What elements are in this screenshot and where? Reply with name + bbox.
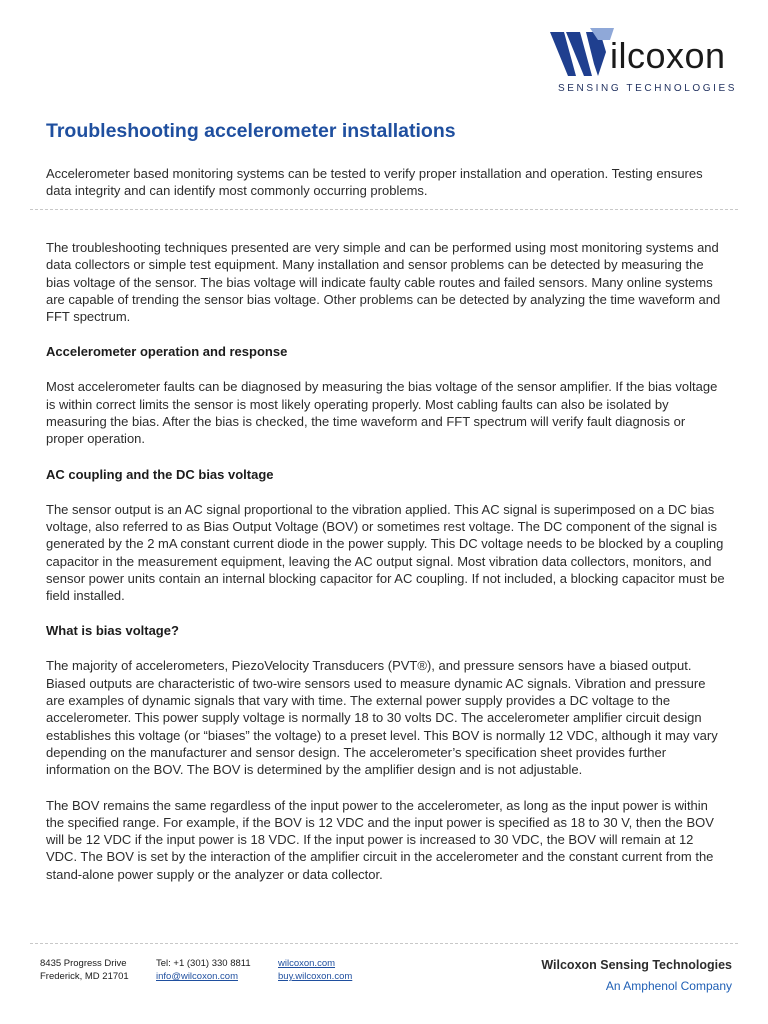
footer-brand [541,957,732,994]
logo-wordmark: ilcoxon [610,35,726,76]
address-line-2: Frederick, MD 21701 [40,971,129,982]
brand-name: Wilcoxon Sensing Technologies [541,958,732,972]
intro-paragraph: Accelerometer based monitoring systems can be tested to verify proper installation and operation. Testing ensures data integrity and can identify most commonly occurring problems. [46,166,703,198]
heading-bias-voltage: What is bias voltage? [46,623,179,639]
paragraph-ac-coupling: The sensor output is an AC signal proportional to the vibration applied. This AC signal is superimposed on a DC bias voltage, also referred to as Bias Output Voltage (BOV) or sometimes rest voltage. The DC component of the signal is generated by the 2 mA constant current diode in the power supply. This DC voltage needs to be blocked by a coupling capacitor in the measurement equipment, leaving the AC output signal. Most vibration data collectors, monitors, and sensor power units contain an internal blocking capacitor for AC coupling. If not included, a blocking capacitor must be field installed. [46,501,725,604]
footer-address [40,957,129,983]
paragraph-bias-voltage: The majority of accelerometers, PiezoVelocity Transducers (PVT®), and pressure sensors have a biased output. Biased outputs are characteristic of two-wire sensors used to measure dynamic AC signals. Vibration and pressure are examples of dynamic signals that vary with time. The external power supply provides a DC voltage to the accelerometer. This power supply voltage is normally 18 to 30 volts DC. The accelerometer amplifier circuit design establishes this voltage (or “biases” the voltage) to a preset level. This BOV is normally 12 VDC, although it may vary depending on the manufacturer and sensor design. The accelerometer’s specification sheet provides further information on the BOV. The BOV is determined by the amplifier design and is not adjustable. [46,658,718,778]
footer-divider [30,943,738,944]
heading-operation-response: Accelerometer operation and response [46,344,288,360]
buy-website-link[interactable]: buy.wilcoxon.com [278,971,353,982]
page-footer [40,957,740,997]
document-body [46,239,726,883]
header-divider [30,209,738,210]
brand-parent-company: An Amphenol Company [605,979,732,993]
heading-ac-coupling: AC coupling and the DC bias voltage [46,466,274,482]
paragraph-overview: The troubleshooting techniques presented are very simple and can be performed using most monitoring systems and data collectors or simple test equipment. Many installation and sensor problems can be detected by measuring the bias voltage of the sensor. The bias voltage will indicate faulty cable routes and failed sensors. Many online systems are capable of trending the sensor bias voltage. Other problems can be detected by analyzing the time waveform and FFT spectrum. [46,240,721,325]
footer-links [278,957,352,983]
paragraph-bov-range: The BOV remains the same regardless of the input power to the accelerometer, as long as the input power is within the specified range. For example, if the BOV is 12 VDC and the input power is specified as 18 to 30 V, then the BOV will be 12 VDC if the input power is 18 VDC. If the input power is increased to 30 VDC, the BOV will remain at 12 VDC. The BOV is set by the interaction of the amplifier circuit in the accelerometer and the constant current from the stand-alone power supply or the analyzer or data collector. [46,797,714,882]
wilcoxon-w-logo-icon [550,28,614,82]
wilcoxon-logo [550,28,740,98]
logo-tagline: SENSING TECHNOLOGIES [558,83,738,94]
footer-contact [156,957,251,983]
page-title: Troubleshooting accelerometer installations [46,120,456,142]
address-line-1: 8435 Progress Drive [40,958,127,969]
paragraph-operation-response: Most accelerometer faults can be diagnosed by measuring the bias voltage of the sensor amplifier. If the bias voltage is within correct limits the sensor is most likely operating properly. Most cabling faults can also be isolated by measuring the bias. After the bias is checked, the time waveform and FFT spectrum will verify fault diagnosis or proper operation. [46,379,718,447]
website-link[interactable]: wilcoxon.com [278,958,336,969]
email-link[interactable]: info@wilcoxon.com [156,971,238,982]
telephone: Tel: +1 (301) 330 8811 [156,958,251,969]
